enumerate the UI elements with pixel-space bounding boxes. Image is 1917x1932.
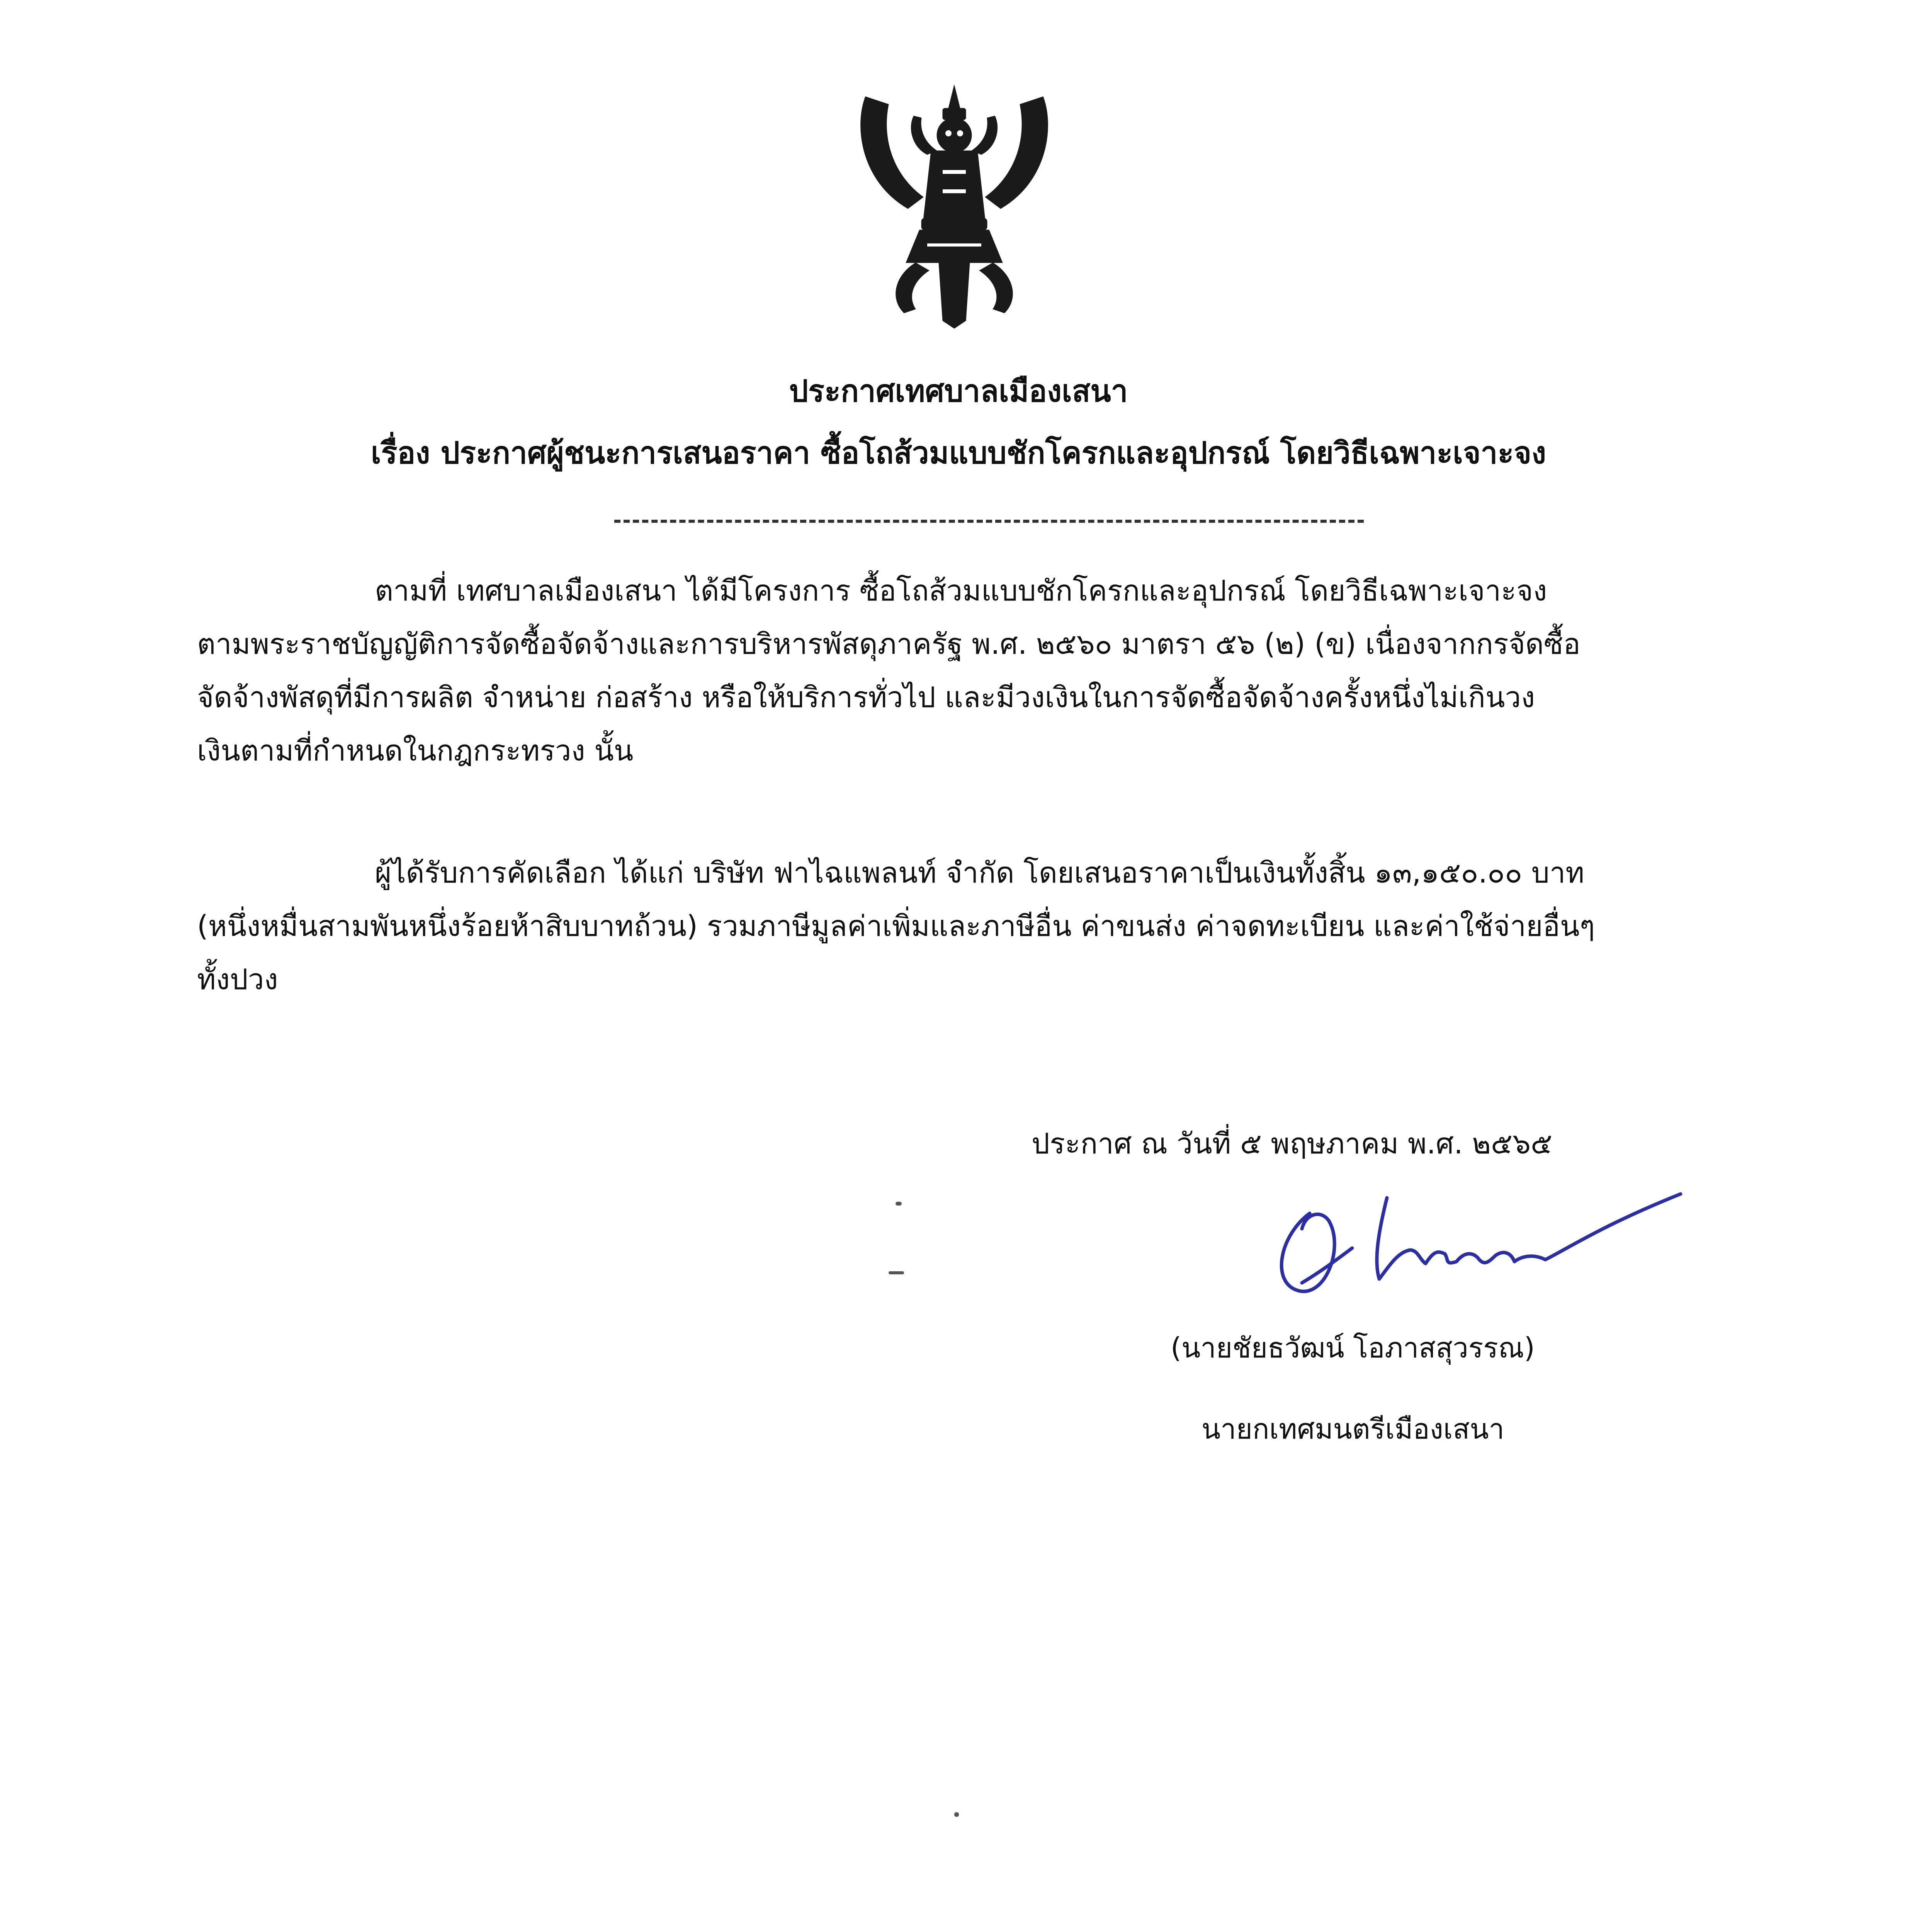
- paragraph-line: (หนึ่งหมื่นสามพันหนึ่งร้อยห้าสิบบาทถ้วน) รวมภาษีมูลค่าเพิ่มและภาษีอื่น ค่าขนส่ง ค่าจดทะเบียน และค่าใช้จ่ายอื่นๆ: [197, 910, 1595, 943]
- paragraph-line: ตามที่ เทศบาลเมืองเสนา ได้มีโครงการ ซื้อโถส้วมแบบชักโครกและอุปกรณ์ โดยวิธีเฉพาะเจาะจง: [375, 574, 1547, 607]
- paragraph-line: ทั้งปวง: [197, 963, 278, 996]
- paragraph-line: จัดจ้างพัสดุที่มีการผลิต จำหน่าย ก่อสร้าง หรือให้บริการทั่วไป และมีวงเงินในการจัดซื้อจัดจ้างครั้งหนึ่งไม่เกินวง: [197, 681, 1535, 714]
- signatory-position: นายกเทศมนตรีเมืองเสนา: [1202, 1413, 1504, 1445]
- paragraph-project: [197, 564, 1581, 777]
- signatory-name: (นายชัยธวัฒน์ โอภาสสุวรรณ): [1171, 1332, 1535, 1364]
- garuda-emblem-icon: [850, 81, 1059, 328]
- scan-speck: [954, 1812, 959, 1817]
- announcement-date: ประกาศ ณ วันที่ ๕ พฤษภาคม พ.ศ. ๒๕๖๕: [1032, 1127, 1553, 1160]
- document-subject: เรื่อง ประกาศผู้ชนะการเสนอราคา ซื้อโถส้วมแบบชักโครกและอุปกรณ์ โดยวิธีเฉพาะเจาะจง: [370, 436, 1547, 471]
- paragraph-line: ผู้ได้รับการคัดเลือก ได้แก่ บริษัท ฟาไฉแพลนท์ จำกัด โดยเสนอราคาเป็นเงินทั้งสิ้น ๑๓,๑๕๐.๐๐ บาท: [375, 856, 1585, 889]
- scan-speck: [896, 1202, 902, 1206]
- paragraph-line: ตามพระราชบัญญัติการจัดซื้อจัดจ้างและการบริหารพัสดุภาครัฐ พ.ศ. ๒๕๖๐ มาตรา ๕๖ (๒) (ข) เนื่องจากกรจัดซื้อ: [197, 628, 1581, 661]
- scan-speck: [889, 1271, 904, 1274]
- document-title: ประกาศเทศบาลเมืองเสนา: [789, 374, 1128, 409]
- paragraph-line: เงินตามที่กำหนดในกฎกระทรวง นั้น: [197, 734, 634, 767]
- handwritten-signature: [1263, 1182, 1696, 1310]
- paragraph-winner: [197, 846, 1595, 1006]
- separator-line: [614, 520, 1364, 523]
